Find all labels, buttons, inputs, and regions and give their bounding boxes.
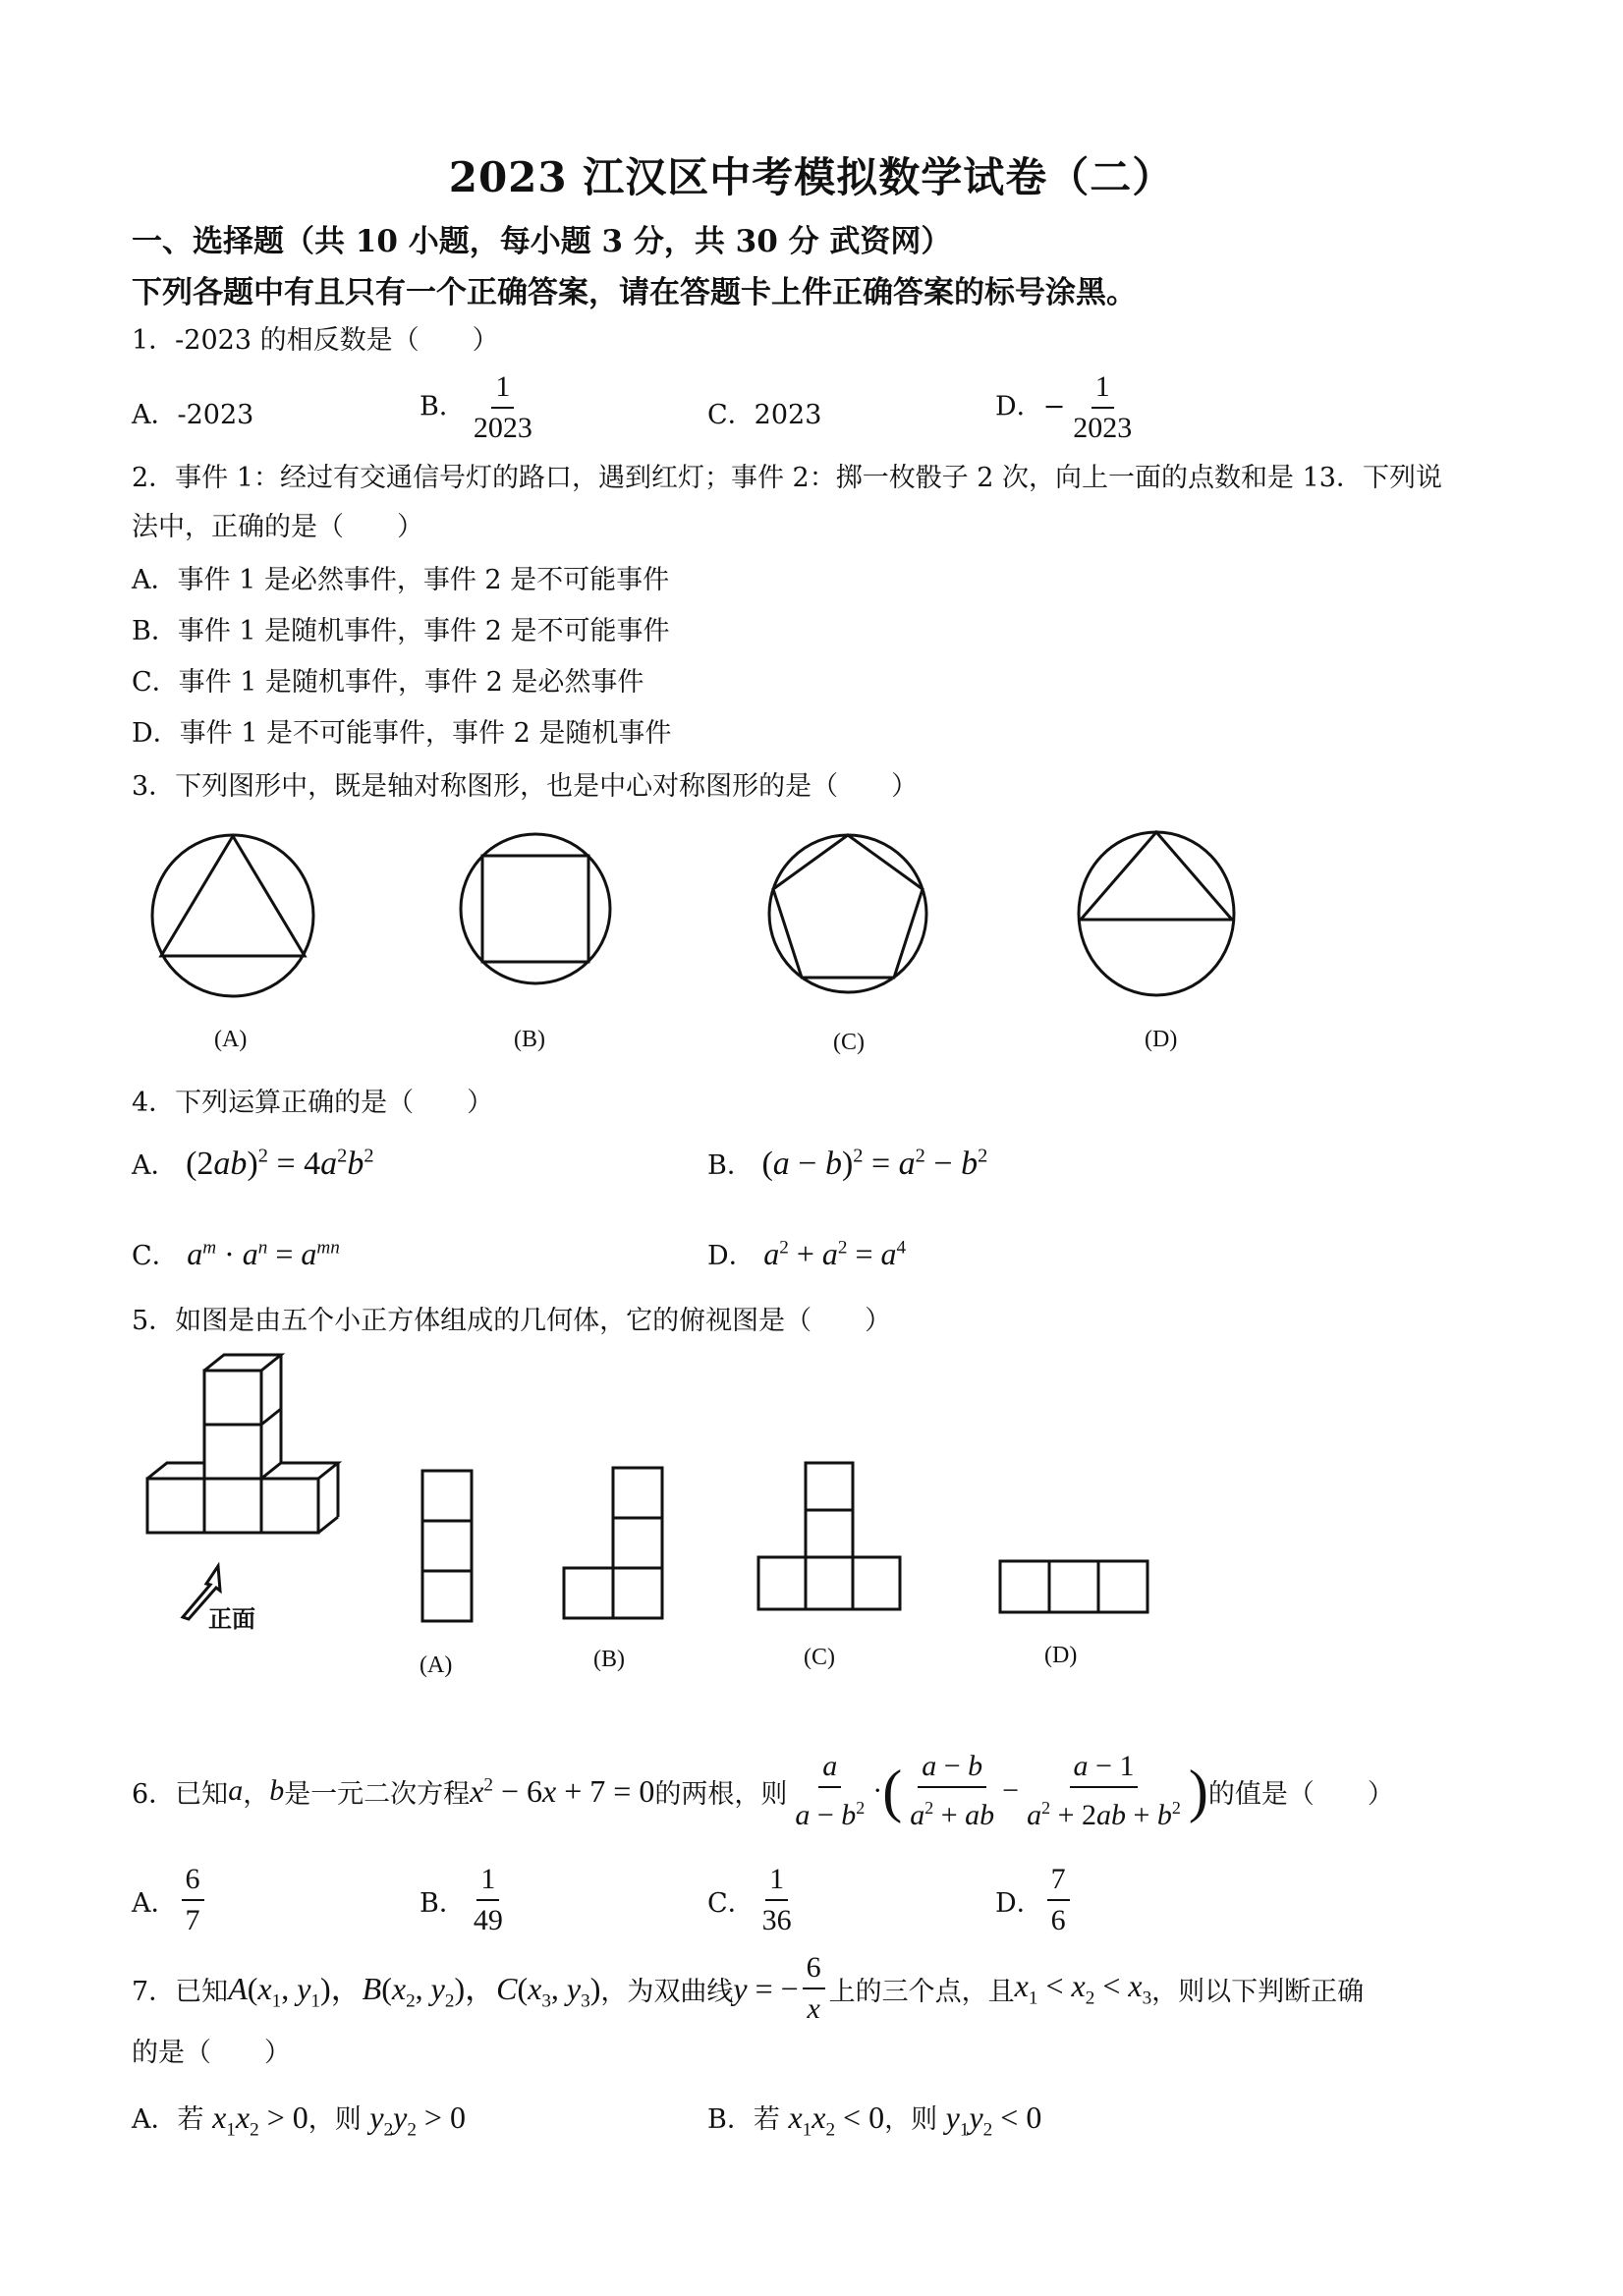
q5-front-label: 正面 [208,1607,255,1633]
q5-option-b-figure [563,1466,666,1628]
q2-stem-line1: 2．事件 1：经过有交通信号灯的路口，遇到红灯；事件 2：掷一枚骰子 2 次，向上一面的点数和是 13．下列说 [132,463,1442,493]
page-title: 2023 江汉区中考模拟数学试卷（二） [448,153,1175,201]
q5-option-c-figure [755,1461,907,1623]
q6-option-d [995,1862,1074,1938]
q1-d-denominator: 2023 [1073,412,1133,444]
q3-label-b: (B) [514,1027,545,1052]
q4-b-expression: $(a - b)^2 = a^2 - b^2$ [761,1145,988,1182]
q4-d-label: D． [707,1241,756,1271]
q3-label-d: (D) [1145,1027,1178,1052]
q1-option-b-fraction [470,369,536,446]
q1-stem: 1．-2023 的相反数是（ ） [132,325,499,356]
q6-fraction-2: $\frac{a - b}{a^2 + ab}$ [910,1750,995,1831]
q5-option-a-figure [420,1469,476,1631]
q1-option-d-label: D．− [995,391,1066,422]
q6-option-b [420,1862,511,1938]
q4-c-label: C． [132,1241,179,1271]
q7-prefix: 7．已知 [132,1976,229,2007]
q3-label-a: (A) [214,1027,248,1052]
q5-solid-figure [142,1361,349,1557]
q6-d-numerator: 7 [1047,1862,1070,1901]
q6-vars: a [228,1774,244,1807]
q4-option-d [707,1234,906,1272]
section-instruction: 下列各题中有且只有一个正确答案，请在答题卡上件正确答案的标号涂黑。 [132,275,1137,310]
q6-a-denominator: 7 [185,1904,200,1936]
q5-option-d-figure [998,1559,1150,1618]
q6-option-a [132,1862,208,1938]
q1-option-c: C．2023 [707,400,822,430]
q6-suffix: 的值是（ ） [1207,1778,1394,1810]
q5-label-d: (D) [1044,1643,1078,1668]
q6-d-denominator: 6 [1050,1904,1066,1936]
q2-option-b: B．事件 1 是随机事件，事件 2 是不可能事件 [132,616,670,646]
q6-option-c [707,1862,800,1938]
q7-option-b: B．若 $x_1x_2 < 0$，则 $y_1y_2 < 0$ [707,2100,1042,2141]
q2-option-d: D．事件 1 是不可能事件，事件 2 是随机事件 [132,718,672,749]
q2-stem-line2: 法中，正确的是（ ） [132,512,423,542]
q1-b-numerator: 1 [491,369,514,409]
q6-mid2: 的两根，则 [654,1778,788,1810]
q5-label-b: (B) [593,1647,625,1672]
q6-d-label: D． [995,1887,1043,1919]
q5-label-a: (A) [420,1652,453,1678]
q1-option-b [420,369,540,446]
q5-label-c: (C) [804,1645,835,1670]
q1-d-numerator: 1 [1091,369,1114,409]
q3-figure-a [147,830,319,1002]
q4-b-label: B． [707,1150,754,1181]
q1-option-b-label: B． [420,391,466,422]
q6-stem: 6．已知 a ， b 是一元二次方程 $x^2 - 6x + 7 = 0$ 的两根，则 $\frac{a}{a - b^2}$ · ( $\frac{a - b}{a^2 + ab}$ − $\frac{a - 1}{a^2 + 2ab + b^2}$ ) 的值是（ ） [132,1750,1394,1831]
q6-fraction-1: $\frac{a}{a - b^2}$ [795,1750,866,1831]
q6-equation: $x^2 - 6x + 7 = 0$ [470,1772,655,1809]
q6-mid1: 是一元二次方程 [284,1778,471,1810]
q7-mid: ，为双曲线 [600,1976,734,2007]
q3-stem: 3．下列图形中，既是轴对称图形，也是中心对称图形的是（ ） [132,771,919,802]
q7-a-label: A．若 [132,2104,213,2135]
q6-c-label: C． [707,1887,755,1919]
q4-a-label: A． [132,1150,178,1181]
q2-option-c: C．事件 1 是随机事件，事件 2 是必然事件 [132,667,644,698]
q6-prefix: 6．已知 [132,1778,229,1810]
q6-fraction-3: $\frac{a - 1}{a^2 + 2ab + b^2}$ [1027,1750,1181,1831]
q6-a-label: A． [132,1887,178,1919]
q7-mid2: 上的三个点，且 [828,1976,1015,2007]
q4-option-b [707,1144,987,1183]
q4-stem: 4．下列运算正确的是（ ） [132,1088,494,1118]
q4-option-c [132,1234,340,1272]
q1-option-d [995,369,1140,446]
q3-figure-b [457,830,614,987]
q6-c-numerator: 1 [765,1862,788,1901]
q6-b-numerator: 1 [476,1862,499,1901]
q1-b-denominator: 2023 [473,412,532,444]
q4-c-expression: $a^m \cdot a^n = a^{mn}$ [187,1236,340,1271]
q7-stem: 7．已知 $A(x_1$, $y_1$)，$B(x_2$, $y_2$)，$C(x_3$, $y_3$) ，为双曲线 y = − $\frac{6}{x}$ 上的三个点，且 $x_1 < x_2 < x_3$ ，则以下判断正确 [132,1951,1365,2025]
section-heading: 一、选择题（共 10 小题，每小题 3 分，共 30 分 武资网） [132,224,952,259]
q5-stem: 5．如图是由五个小正方体组成的几何体，它的俯视图是（ ） [132,1306,892,1336]
q6-a-numerator: 6 [182,1862,204,1901]
q4-a-expression: $(2ab)^2 = 4a^2b^2$ [186,1145,374,1182]
q7-inequality: $x_1 < x_2 < x_3$ [1014,1967,1152,2009]
q7-option-a: A．若 $x_1x_2 > 0$，则 $y_2y_2 > 0$ [132,2100,466,2141]
q7-hyperbola-fraction: $\frac{6}{x}$ [803,1950,825,2027]
q4-d-expression: $a^2 + a^2 = a^4$ [763,1236,907,1271]
q7-b-label: B．若 [707,2104,789,2135]
q7-suffix: ，则以下判断正确 [1151,1976,1365,2007]
q6-b-denominator: 49 [473,1904,503,1936]
q4-option-a [132,1144,374,1183]
q7-a-then: ，则 [308,2104,370,2135]
q1-option-a: A．-2023 [132,400,254,430]
q3-label-c: (C) [833,1030,865,1055]
q3-figure-c [764,830,931,997]
q6-b-label: B． [420,1887,466,1919]
q7-b-then: ，则 [884,2104,946,2135]
q7-stem-line2: 的是（ ） [132,2038,291,2068]
q1-option-d-fraction [1069,369,1136,446]
q6-c-denominator: 36 [761,1904,792,1936]
q7-points: $A(x_1$, $y_1$)，$B(x_2$, $y_2$)，$C(x_3$, $y_3$) [228,1971,601,2012]
q2-option-a: A．事件 1 是必然事件，事件 2 是不可能事件 [132,565,670,595]
q3-figure-d [1076,825,1238,997]
